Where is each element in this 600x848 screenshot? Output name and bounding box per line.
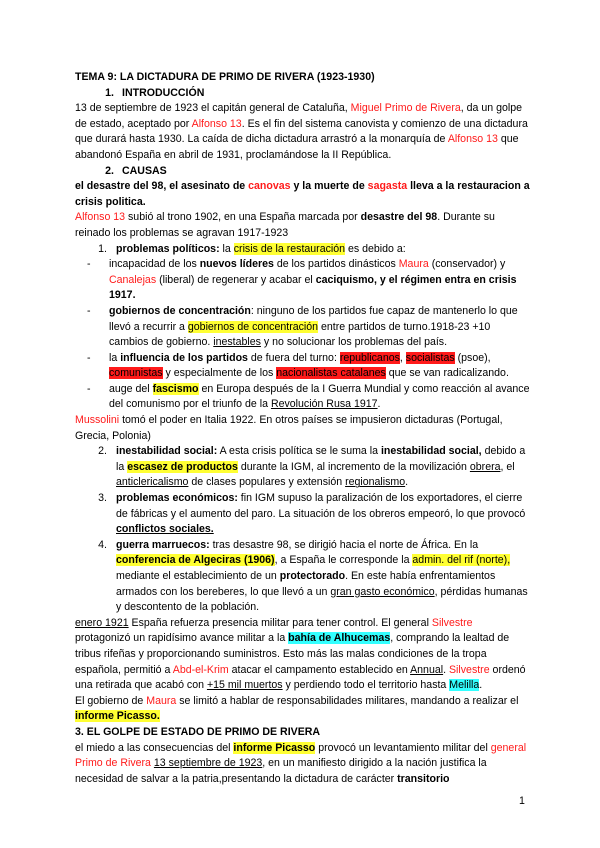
list-item-inestabilidad-social: 2. inestabilidad social: A esta crisis política se le suma la inestabilidad social, debido a la escasez de productos durante la IGM, al incremento de la movilización obrera, el anticlericalismo de clases populares y extensión regionalismo. xyxy=(98,445,526,489)
name-silvestre: Silvestre xyxy=(431,616,473,629)
bullet-gobiernos-concentracion: - gobiernos de concentración: ninguno de los partidos fue capaz de mantenerlo lo que llevó a recurrir a gobiernos de concentración entre partidos de turno.1918-23 +10 cambios de gobierno. inestables y no solucionar los problemas del país. xyxy=(87,304,518,349)
section-heading-introduccion xyxy=(75,86,530,102)
name-maura: Maura xyxy=(146,694,177,707)
name-sagasta: sagasta xyxy=(367,180,408,193)
name-canalejas: Canalejas xyxy=(109,273,157,286)
golpe-paragraph: el miedo a las consecuencias del informe Picasso provocó un levantamiento militar del general Primo de Rivera 13 septiembre de 1923, en un manifiesto dirigido a la nación justifica la necesidad de salvar a la patria,presentando la dictadura de carácter transitorio xyxy=(75,741,527,785)
name-canovas: canovas xyxy=(248,180,291,193)
mussolini-paragraph: Mussolini tomó el poder en Italia 1922. En otros países se impusieron dictaduras (Portugal, Grecia, Polonia) xyxy=(75,414,503,442)
causas-summary: el desastre del 98, el asesinato de canovas y la muerte de sagasta lleva a la restauracion a crisis politica. xyxy=(75,180,530,208)
highlight-crisis-restauracion: crisis de la restauración xyxy=(233,242,346,255)
name-alfonso-13: Alfonso 13 xyxy=(191,117,242,130)
bullet-influencia-partidos: - la influencia de los partidos de fuera del turno: republicanos, socialistas (psoe), comunistas y especialmente de los nacionalistas catalanes que se van radicalizando. xyxy=(87,351,509,380)
highlight-informe-picasso: informe Picasso xyxy=(233,741,316,754)
highlight-alhucemas: bahía de Alhucemas xyxy=(288,632,391,645)
highlight-escasez: escasez de productos xyxy=(127,460,238,473)
section-title: INTRODUCCIÓN xyxy=(122,86,205,99)
maura-paragraph: El gobierno de Maura se limitó a hablar de responsabilidades militares, mandando a realizar el informe Picasso. xyxy=(75,694,519,723)
highlight-socialistas: socialistas xyxy=(405,351,455,364)
highlight-nacionalistas: nacionalistas catalanes xyxy=(276,367,386,380)
document-page xyxy=(75,70,530,787)
name-mussolini: Mussolini xyxy=(75,414,120,427)
name-primo-de-rivera: general Primo de Rivera xyxy=(75,741,527,770)
name-primo-de-rivera: Miguel Primo de Rivera xyxy=(350,102,461,115)
highlight-informe-picasso: informe Picasso. xyxy=(75,710,160,723)
highlight-rif: admin. del rif (norte), xyxy=(412,554,511,567)
list-item-problemas-politicos: 1. problemas políticos: la crisis de la restauración es debido a: xyxy=(98,242,406,255)
list-item-guerra-marruecos: 4. guerra marruecos: tras desastre 98, se dirigió hacia el norte de África. En la conferencia de Algeciras (1906), a España le corresponde la admin. del rif (norte), mediante el establecimiento de un protectorado. En este había enfrentamientos armados con los bereberes, lo que llevó a un gran gasto económico, pérdidas humanas y descontento de la población. xyxy=(98,538,528,614)
highlight-gobiernos-concentracion: gobiernos de concentración xyxy=(187,320,319,333)
section-heading-causas xyxy=(75,164,530,180)
highlight-fascismo: fascismo xyxy=(152,382,199,395)
name-silvestre: Silvestre xyxy=(448,663,490,676)
list-item-problemas-economicos: 3. problemas económicos: fin IGM supuso la paralización de los exportadores, el cierre de fábricas y el aumento del paro. La situación de los obreros empeoró, lo que provocó conflictos sociales. xyxy=(98,492,526,536)
enero-1921-paragraph: enero 1921 España refuerza presencia militar para tener control. El general Silvestre protagonizó un rapidísimo avance militar a la bahía de Alhucemas, comprando la lealtad de tribus rifeñas y proporcionando suministros. Esto más las malas condiciones de la tropa española, permitió a Abd-el-Krim atacar el campamento establecido en Annual. Silvestre ordenó una retirada que acabó con +15 mil muertos y perdiendo todo el territorio hasta Melilla. xyxy=(75,616,526,692)
name-abd-el-krim: Abd-el-Krim xyxy=(172,663,229,676)
highlight-algeciras: conferencia de Algeciras (1906) xyxy=(116,554,275,567)
highlight-melilla: Melilla xyxy=(449,679,480,692)
section-heading-golpe: 3. EL GOLPE DE ESTADO DE PRIMO DE RIVERA xyxy=(75,725,321,738)
section-number: 1. xyxy=(105,86,114,99)
bullet-incapacidad: - incapacidad de los nuevos líderes de los partidos dinásticos Maura (conservador) y Canalejas (liberal) de regenerar y acabar el caciquismo, y el régimen entra en crisis 1917. xyxy=(87,258,517,302)
bullet-fascismo: - auge del fascismo en Europa después de la I Guerra Mundial y como reacción al avance del comunismo por el triunfo de la Revolución Rusa 1917. xyxy=(87,382,530,411)
name-alfonso-13: Alfonso 13 xyxy=(447,133,498,146)
name-maura: Maura xyxy=(398,258,429,271)
section-number: 2. xyxy=(105,164,114,177)
intro-paragraph: 13 de septiembre de 1923 el capitán general de Cataluña, Miguel Primo de Rivera, da un golpe de estado, aceptado por Alfonso 13. Es el fin del sistema canovista y comienzo de una dictadura que durará hasta 1930. La caída de dicha dictadura arrastró a la monarquía de Alfonso 13 que abandonó España en abril de 1931, proclamándose la II República. xyxy=(75,102,528,161)
page-number: 1 xyxy=(519,795,525,807)
document-title: TEMA 9: LA DICTADURA DE PRIMO DE RIVERA (1923-1930) xyxy=(75,71,375,83)
name-alfonso-13: Alfonso 13 xyxy=(75,211,126,224)
alfonso-paragraph: Alfonso 13 subió al trono 1902, en una España marcada por desastre del 98. Durante su reinado los problemas se agravan 1917-1923 xyxy=(75,211,495,239)
section-title: CAUSAS xyxy=(122,164,167,177)
highlight-republicanos: republicanos xyxy=(339,351,400,364)
highlight-comunistas: comunistas xyxy=(109,367,163,380)
